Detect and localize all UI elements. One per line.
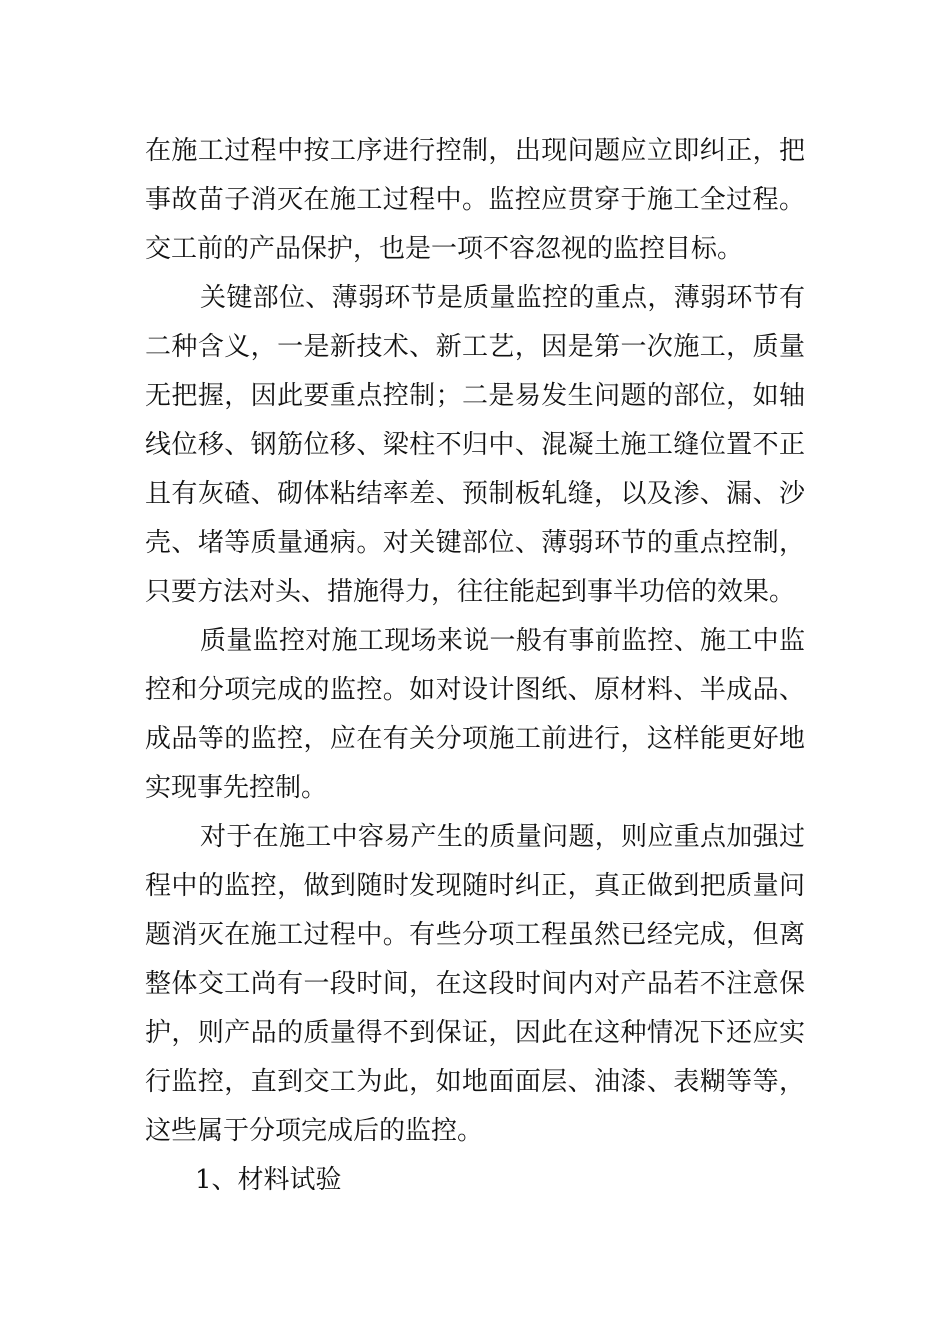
paragraph-line: 在施工过程中按工序进行控制，出现问题应立即纠正，把: [145, 136, 805, 166]
paragraph-line: 壳、堵等质量通病。对关键部位、薄弱环节的重点控制，: [145, 528, 805, 558]
paragraph-key-parts: [145, 274, 805, 617]
paragraph-line: 控和分项完成的监控。如对设计图纸、原材料、半成品、: [145, 675, 805, 705]
paragraph-line: 护，则产品的质量得不到保证，因此在这种情况下还应实: [145, 1018, 805, 1048]
paragraph-line: 程中的监控，做到随时发现随时纠正，真正做到把质量问: [145, 871, 805, 901]
paragraph-construction-control: [145, 127, 805, 274]
document-page: [145, 127, 805, 1205]
paragraph-line: 这些属于分项完成后的监控。: [145, 1116, 484, 1146]
paragraph-line: 行监控，直到交工为此，如地面面层、油漆、表糊等等，: [145, 1067, 805, 1097]
paragraph-line: 只要方法对头、措施得力，往往能起到事半功倍的效果。: [145, 577, 796, 607]
section-heading: 1、材料试验: [195, 1165, 342, 1195]
paragraph-process-monitoring: [145, 813, 805, 1156]
paragraph-line: 实现事先控制。: [145, 773, 328, 803]
paragraph-line: 交工前的产品保护，也是一项不容忽视的监控目标。: [145, 234, 744, 264]
paragraph-line: 质量监控对施工现场来说一般有事前监控、施工中监: [200, 626, 805, 656]
paragraph-line: 事故苗子消灭在施工过程中。监控应贯穿于施工全过程。: [145, 185, 805, 215]
paragraph-line: 整体交工尚有一段时间，在这段时间内对产品若不注意保: [145, 969, 805, 999]
paragraph-line: 线位移、钢筋位移、梁柱不归中、混凝土施工缝位置不正: [145, 430, 805, 460]
paragraph-line: 题消灭在施工过程中。有些分项工程虽然已经完成，但离: [145, 920, 805, 950]
paragraph-line: 无把握，因此要重点控制；二是易发生问题的部位，如轴: [145, 381, 805, 411]
paragraph-line: 关键部位、薄弱环节是质量监控的重点，薄弱环节有: [200, 283, 805, 313]
paragraph-line: 且有灰碴、砌体粘结率差、预制板轧缝，以及渗、漏、沙: [145, 479, 805, 509]
paragraph-line: 二种含义，一是新技术、新工艺，因是第一次施工，质量: [145, 332, 805, 362]
paragraph-line: 成品等的监控，应在有关分项施工前进行，这样能更好地: [145, 724, 805, 754]
paragraph-monitoring-stages: [145, 617, 805, 813]
paragraph-line: 对于在施工中容易产生的质量问题，则应重点加强过: [200, 822, 805, 852]
